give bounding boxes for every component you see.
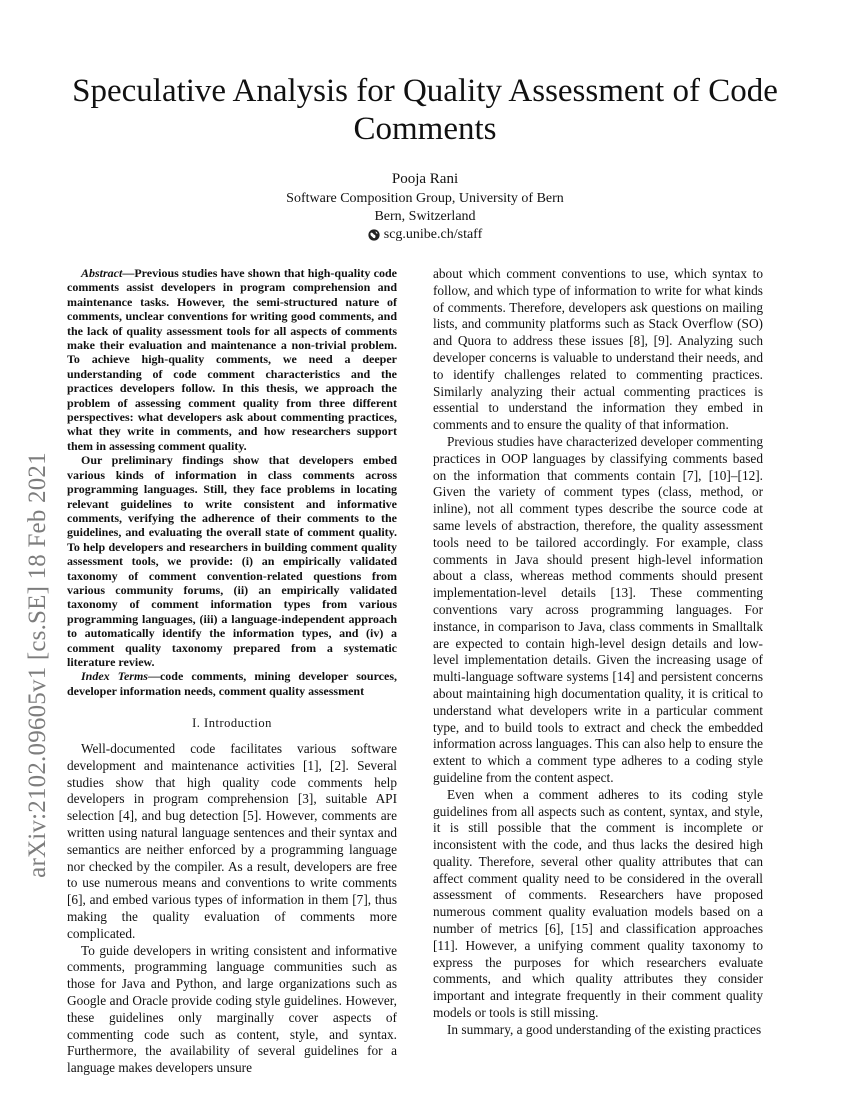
section-heading-introduction: I. Introduction <box>192 716 272 731</box>
paper-title: Speculative Analysis for Quality Assessment of Code Comments <box>72 73 778 147</box>
abstract-lead: Abstract <box>81 266 123 280</box>
index-terms-lead: Index Terms <box>81 669 148 684</box>
abstract <box>67 266 397 698</box>
arxiv-stamp: arXiv:2102.09605v1 [cs.SE] 18 Feb 2021 <box>24 452 51 878</box>
intro-paragraph-2: To guide developers in writing consistent and informative comments, programming language communities such as those for Java and Python, and large organizations such as Google and Oracle provide coding style guidelines. However, these guidelines only marginally cover aspects of commenting code such as content, style, and syntax. Furthermore, the availability of several guidelines for a language makes developers unsure <box>67 942 397 1076</box>
right-paragraph-4: In summary, a good understanding of the existing practices <box>447 1021 762 1037</box>
right-paragraph-1: about which comment conventions to use, which syntax to follow, and which type of information to write for what kinds of comments. Therefore, developers ask questions on mailing lists, and community platforms such as Stack Overflow (SO) and Quora to address these issues [8], [9]. Analyzing such developer concerns is valuable to understand their needs, and to identify challenges related to commenting practices. Similarly analyzing their actual commenting practices is essential to understand the information they embed in comments and to ensure the quality of that information. <box>433 266 763 433</box>
right-column <box>433 266 763 1039</box>
abstract-paragraph-2: Our preliminary findings show that developers embed various kinds of information in class comments across programming languages. Still, they face problems in locating relevant guidelines to write consistent and informative comments, verifying the adherence of their comments to the guidelines, and evaluating the overall state of comment quality. To help developers and researchers in building comment quality assessment tools, we provide: (i) an empirically validated taxonomy of comment convention-related questions from various community forums, (ii) an empirically validated taxonomy of comment information types from various programming languages, (iii) a language-independent approach to automatically identify the information types, and (iv) a comment quality taxonomy prepared from a systematic literature review. <box>67 453 397 669</box>
abstract-text-1: Previous studies have shown that high-quality code comments assist developers in program comprehension and maintenance tasks. However, the semi-structured nature of comments, unclear conventions for writing good comments, and the lack of quality assessment tools for all aspects of comments make their evaluation and maintenance a non-trivial problem. To achieve high-quality comments, we need a deeper understanding of code comment characteristics and the practices developers follow. In this thesis, we approach the problem of assessing comment quality from three different perspectives: what developers ask about commenting practices, what they write in comments, and how researchers support them in assessing comment quality. <box>67 266 397 453</box>
author-website[interactable]: scg.unibe.ch/staff <box>383 227 483 242</box>
intro-paragraph-1: Well-documented code facilitates various software development and maintenance activities [1], [2]. Several studies show that high quality code comments help developers in program comprehension [3], suitable API selection [4], and bug detection [5]. However, comments are written using natural language sentences and their syntax and semantics are neither enforced by a programming language nor checked by the compiler. As a result, developers are free to use numerous means and conventions to write comments [6], and embed various types of information in them [7], thus making the quality evaluation of comments more complicated. <box>67 740 397 941</box>
abstract-paragraph-1: Abstract—Previous studies have shown that high-quality code comments assist developers in program comprehension and maintenance tasks. However, the semi-structured nature of comments, unclear conventions for writing good comments, and the lack of quality assessment tools for all aspects of comments make their evaluation and maintenance a non-trivial problem. To achieve high-quality comments, we need a deeper understanding of code comment characteristics and the practices developers follow. In this thesis, we approach the problem of assessing comment quality from three different perspectives: what developers ask about commenting practices, what they write in comments, and how researchers support them in assessing comment quality. <box>67 266 397 453</box>
author-website-link[interactable] <box>368 226 483 244</box>
author-name: Pooja Rani <box>391 171 459 187</box>
right-paragraph-2: Previous studies have characterized developer commenting practices in OOP languages by classifying comments based on the information that comments contain [7], [10]–[12]. Given the variety of comment types (class, method, or inline), not all comment types describe the source code at same levels of abstraction, therefore, the quality assessment tools need to be tailored accordingly. For example, class comments in Java should present high-level information about a class, whereas method comments should present implementation-level details [13]. These commenting conventions vary across programming languages. For instance, in comparison to Java, class comments in Smalltalk are expected to contain high-level design details and low-level implementation details. Given the increasing usage of multi-language software systems [14] and persistent concerns about maintaining high documentation quality, it is critical to understand what developers write in a particular comment type, and to build tools to extract and check the embedded information across languages. This can also help to ensure the extent to which a comment type adheres to a coding style guideline from the content aspect. <box>433 433 763 785</box>
author-location: Bern, Switzerland <box>374 209 476 224</box>
left-column <box>67 266 397 1077</box>
author-block <box>200 170 650 247</box>
globe-icon <box>368 229 380 241</box>
introduction-body <box>67 741 397 1077</box>
index-terms: Index Terms—code comments, mining developer sources, developer information needs, comment quality assessment <box>67 669 397 698</box>
author-affiliation: Software Composition Group, University of Bern <box>286 191 564 206</box>
index-terms-text: code comments, mining developer sources, developer information needs, comment quality assessment <box>67 669 397 698</box>
right-paragraph-3: Even when a comment adheres to its coding style guidelines from all aspects such as content, syntax, and style, it is still possible that the comment is incomplete or inconsistent with the code, and thus lacks the desired high quality. Therefore, several other quality attributes that can affect comment quality need to be considered in the overall assessment of comments. Researchers have proposed numerous comment quality evaluation models based on a number of metrics [6], [15] and classification approaches [11]. However, a unifying comment quality taxonomy to express the purposes for which researchers evaluate comments, and which quality attributes they consider important and integrate frequently in their comment quality models or tools is still missing. <box>433 786 763 1021</box>
